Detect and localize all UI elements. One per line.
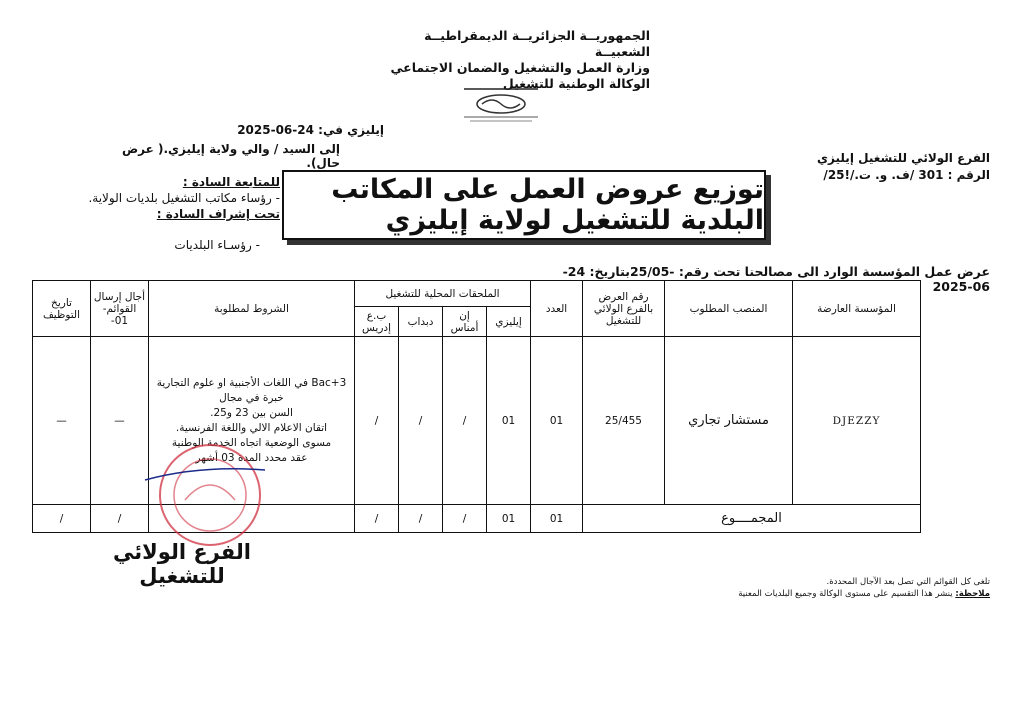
- official-stamp-icon: [140, 440, 270, 550]
- cell-annex-illizi: 01: [487, 337, 531, 505]
- notes-block: [700, 576, 990, 600]
- condition-item: عقد محدد المدة 03 أشهر: [195, 452, 308, 464]
- cell-annex-in-amenas: /: [443, 337, 487, 505]
- cell-total-deadline: /: [91, 505, 149, 533]
- agency-logo-icon: [456, 86, 546, 126]
- cell-total-annex-debdeb: /: [399, 505, 443, 533]
- cell-hire-date: —: [33, 337, 91, 505]
- cell-total-count: 01: [531, 505, 583, 533]
- col-annexes: الملحقات المحلية للتشغيل: [355, 281, 531, 307]
- cell-deadline: —: [91, 337, 149, 505]
- follow-up-item: - رؤساء مكاتب التشغيل بلديات الولاية.: [88, 191, 280, 205]
- table-header-row: [33, 281, 921, 307]
- condition-item: السن بين 23 و25.: [210, 407, 293, 419]
- offer-reference-line: عرض عمل المؤسسة الوارد الى مصالحنا تحت رقم: -25/05بتاريخ: 24-06-2025: [562, 264, 990, 294]
- cell-total-annex-in-amenas: /: [443, 505, 487, 533]
- col-conditions: الشروط لمطلوبة: [149, 281, 355, 337]
- header-agency: الوكالة الوطنية للتشغيل: [502, 76, 650, 91]
- supervision-label: تحت إشراف السادة :: [156, 207, 280, 221]
- mayors-line: - رؤسـاء البلديات: [174, 238, 260, 252]
- condition-item: مسوى الوضعية اتجاه الخدمة الوطنية: [171, 437, 332, 449]
- col-annex-illizi: إيليزي: [487, 307, 531, 337]
- cell-annex-bordj-omar-driss: /: [355, 337, 399, 505]
- reference-number: الرقم : 301 /ف. و. ت./!25/: [823, 168, 990, 182]
- col-offer-number: رقم العرض بالفرع الولائي للتشغيل: [583, 281, 665, 337]
- cell-total-annex-bordj-omar-driss: /: [355, 505, 399, 533]
- col-company: المؤسسة العارضة: [793, 281, 921, 337]
- col-annex-debdeb: دبداب: [399, 307, 443, 337]
- header-republic: الجمهوريــة الجزائريــة الديمقراطيــة الشعبيــة: [424, 28, 650, 59]
- cell-total-annex-illizi: 01: [487, 505, 531, 533]
- cell-company: DJEZZY: [793, 337, 921, 505]
- col-count: العدد: [531, 281, 583, 337]
- cell-position: مستشار تجاري: [665, 337, 793, 505]
- recipient-line: إلى السيد / والي ولاية إيليزي.( عرض حال).: [122, 142, 340, 170]
- branch-name: الفرع الولائي للتشغيل إيليزي: [817, 151, 990, 165]
- cell-total-hire-date: /: [33, 505, 91, 533]
- col-annex-in-amenas: إن أمناس: [443, 307, 487, 337]
- note-label: ملاحظة:: [955, 589, 990, 599]
- col-deadline: أجال إرسال القوائم- 01-: [91, 281, 149, 337]
- condition-item: اتقان الاعلام الالي واللغة الفرنسية.: [175, 422, 328, 434]
- cell-annex-debdeb: /: [399, 337, 443, 505]
- note-line-2: ينشر هذا التقسيم على مستوى الوكالة وجميع البلديات المعنية: [738, 589, 953, 599]
- follow-up-label: للمتابعة السادة :: [182, 175, 280, 189]
- place-date: إيليزي في: 24-06-2025: [237, 123, 384, 137]
- cell-count: 01: [531, 337, 583, 505]
- branch-info: [780, 150, 990, 184]
- document-header: [380, 28, 650, 92]
- condition-item: خبرة في مجال: [219, 392, 284, 404]
- cell-total-label: المجمــــوع: [583, 505, 921, 533]
- col-annex-bordj-omar-driss: ب.ع إدريس: [355, 307, 399, 337]
- condition-item: Bac+3 في اللغات الأجنبية او علوم التجارية: [156, 377, 347, 389]
- col-position: المنصب المطلوب: [665, 281, 793, 337]
- follow-up-block: [60, 174, 280, 222]
- document-title: توزيع عروض العمل على المكاتب البلدية للتشغيل لولاية إيليزي: [282, 170, 766, 240]
- cell-offer-number: 25/455: [583, 337, 665, 505]
- col-hire-date: تاريخ التوظيف: [33, 281, 91, 337]
- branch-signature: الفرع الولائي للتشغيل: [113, 540, 251, 588]
- note-line-1: تلغى كل القوائم التي تصل بعد الآجال المحددة.: [826, 577, 990, 587]
- header-ministry: وزارة العمل والتشغيل والضمان الاجتماعي: [390, 60, 650, 75]
